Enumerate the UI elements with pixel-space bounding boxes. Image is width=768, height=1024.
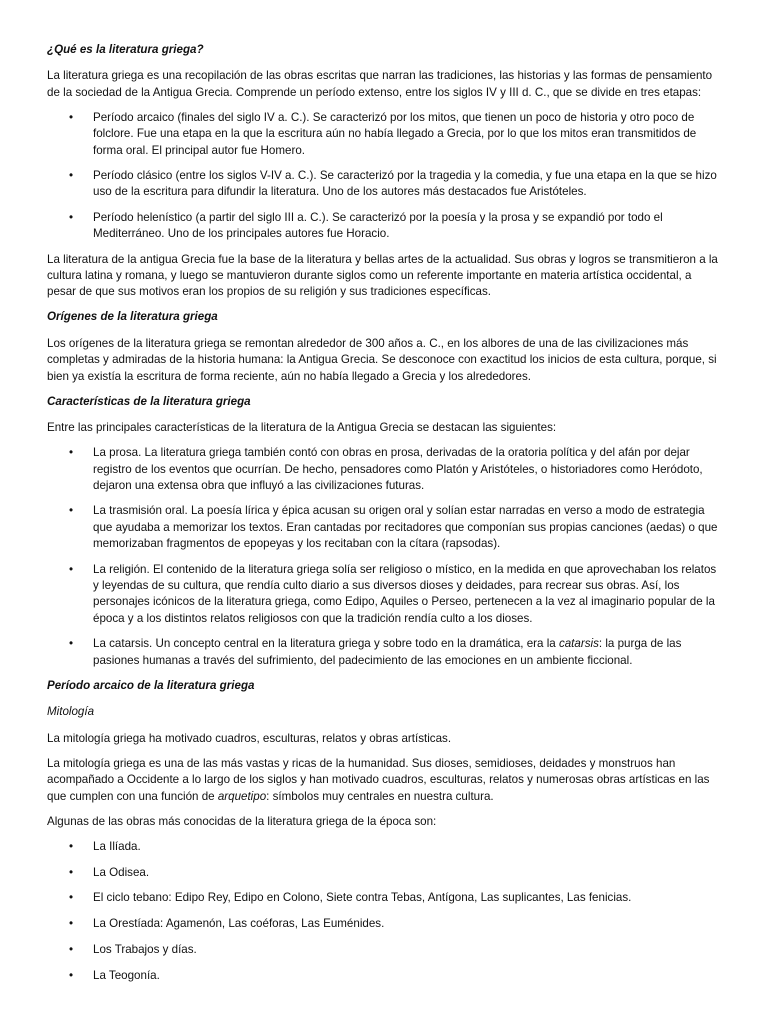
paragraph-text-post: : símbolos muy centrales en nuestra cultura. <box>266 789 494 803</box>
list-item <box>47 865 720 881</box>
bullet-icon: • <box>69 504 74 518</box>
paragraph-caracteristicas-intro: Entre las principales características de la literatura de la Antigua Grecia se destacan las siguientes: <box>47 421 557 435</box>
bullet-icon: • <box>69 969 74 983</box>
heading-origenes: Orígenes de la literatura griega <box>47 310 218 324</box>
list-item-text: El ciclo tebano: Edipo Rey, Edipo en Colono, Siete contra Tebas, Antígona, Las suplicantes, Las fenicias. <box>93 891 632 905</box>
bullet-icon: • <box>69 943 74 957</box>
bullet-icon: • <box>69 210 74 224</box>
list-item-text-post: : la purga de las pasiones humanas a través del sufrimiento, del padecimiento de las emociones en un ambiente ficcional. <box>93 637 682 667</box>
list-obras <box>47 839 720 985</box>
list-item-text: La Orestíada: Agamenón, Las coéforas, Las Euménides. <box>93 917 385 931</box>
heading-periodo-arcaico: Período arcaico de la literatura griega <box>47 678 255 692</box>
list-periodos <box>47 110 720 243</box>
paragraph-text-pre: La mitología griega es una de las más vastas y ricas de la humanidad. Sus dioses, semidioses, deidades y monstruos han acompañado a Occidente a lo largo de los siglos y han motivado cuadros, esculturas, relatos y numerosas obras artísticas en las que cumplen con una función de <box>47 756 710 803</box>
list-item-text: La religión. El contenido de la literatura griega solía ser religioso o místico, en la medida en que aprovechaban los relatos y leyendas de su cultura, que rendía culto diario a sus diversos dioses y deidades, para recrear sus obras. Así, los personajes icónicos de la literatura griega, como Edipo, Aquiles o Perseo, pertenecen a la vez al imaginario popular de la época y a los distintos relatos religiosos con que la tradición rendía culto a los dioses. <box>93 562 717 625</box>
list-item-text: Período arcaico (finales del siglo IV a. C.). Se caracterizó por los mitos, que tienen un poco de historia y otro poco de folclore. Fue una etapa en la que la escritura aún no había llegado a Grecia, por lo que los mitos eran transmitidos de forma oral. El principal autor fue Homero. <box>93 110 697 157</box>
bullet-icon: • <box>69 446 74 460</box>
list-item-text: Período clásico (entre los siglos V-IV a. C.). Se caracterizó por la tragedia y la comedia, y fue una etapa en la que se hizo uso de la escritura para difundir la literatura. Uno de los autores más destacados fue Aristóteles. <box>93 169 717 199</box>
heading-que-es: ¿Qué es la literatura griega? <box>47 43 204 56</box>
paragraph-obras-intro: Algunas de las obras más conocidas de la literatura griega de la época son: <box>47 814 437 828</box>
list-caracteristicas <box>47 445 720 669</box>
paragraph-origenes: Los orígenes de la literatura griega se remontan alrededor de 300 años a. C., en los albores de una de las civilizaciones más completas y admiradas de la historia humana: la Antigua Grecia. Se desconoce con exactitud los inicios de esta cultura, porque, si bien ya existía la escritura de forma reciente, aún no había llegado a Grecia y los alrededores. <box>47 336 717 383</box>
list-item-text-pre: La catarsis. Un concepto central en la literatura griega y sobre todo en la dramática, era la <box>93 637 559 651</box>
bullet-icon: • <box>69 637 74 651</box>
list-item <box>47 445 720 494</box>
list-item-text: La Odisea. <box>93 865 150 879</box>
list-item-text: Los Trabajos y días. <box>93 943 197 957</box>
list-item <box>47 210 720 243</box>
list-item <box>47 110 720 159</box>
list-item <box>47 503 720 552</box>
list-item <box>47 636 720 669</box>
list-item <box>47 968 720 984</box>
bullet-icon: • <box>69 839 74 853</box>
list-item-text: Período helenístico (a partir del siglo III a. C.). Se caracterizó por la poesía y la prosa y se expandió por todo el Mediterráneo. Uno de los principales autores fue Horacio. <box>93 210 663 241</box>
paragraph-intro: La literatura griega es una recopilación de las obras escritas que narran las tradiciones, las historias y las formas de pensamiento de la sociedad de la Antigua Grecia. Comprende un período extenso, entre los siglos IV y III d. C., que se divide en tres etapas: <box>47 69 713 99</box>
bullet-icon: • <box>69 562 74 576</box>
list-item <box>47 839 720 855</box>
paragraph-text-emphasis: arquetipo <box>217 789 267 803</box>
heading-caracteristicas: Características de la literatura griega <box>47 394 251 408</box>
paragraph-mitologia <box>47 756 720 805</box>
paragraph-base-literatura: La literatura de la antigua Grecia fue la base de la literatura y bellas artes de la actualidad. Sus obras y logros se transmitieron a la cultura latina y romana, y luego se mantuvieron durante siglos como un referente importante en materia artística occidental, a pesar de que sus motivos eran los propios de su religión y sus tradiciones específicas. <box>47 252 718 299</box>
list-item-text: La Teogonía. <box>93 969 160 983</box>
bullet-icon: • <box>69 891 74 905</box>
list-item-text: La Ilíada. <box>93 839 141 853</box>
list-item <box>47 890 720 906</box>
bullet-icon: • <box>69 865 74 879</box>
bullet-icon: • <box>69 110 74 124</box>
paragraph-mitologia-caption: La mitología griega ha motivado cuadros, esculturas, relatos y obras artísticas. <box>47 731 452 745</box>
list-item <box>47 942 720 958</box>
subheading-mitologia: Mitología <box>47 705 95 719</box>
list-item-text: La trasmisión oral. La poesía lírica y épica acusan su origen oral y solían estar narradas en verso a modo de estrategia que ayudaba a memorizar los textos. Eran cantadas por recitadores que componían sus propias canciones (aedas) o que memorizaban fragmentos de epopeyas y los recitaban con la cítara (rapsodas). <box>93 504 718 551</box>
list-item <box>47 562 720 628</box>
list-item <box>47 168 720 201</box>
bullet-icon: • <box>69 169 74 183</box>
bullet-icon: • <box>69 917 74 931</box>
list-item <box>47 916 720 932</box>
list-item-text: La prosa. La literatura griega también contó con obras en prosa, derivadas de la oratoria política y del afán por dejar registro de los eventos que ocurrían. De hecho, pensadores como Platón y Aristóteles, o historiadores como Heródoto, dejaron una extensa obra que influyó a las civilizaciones futuras. <box>93 446 703 492</box>
list-item-text-emphasis: catarsis <box>558 637 599 651</box>
